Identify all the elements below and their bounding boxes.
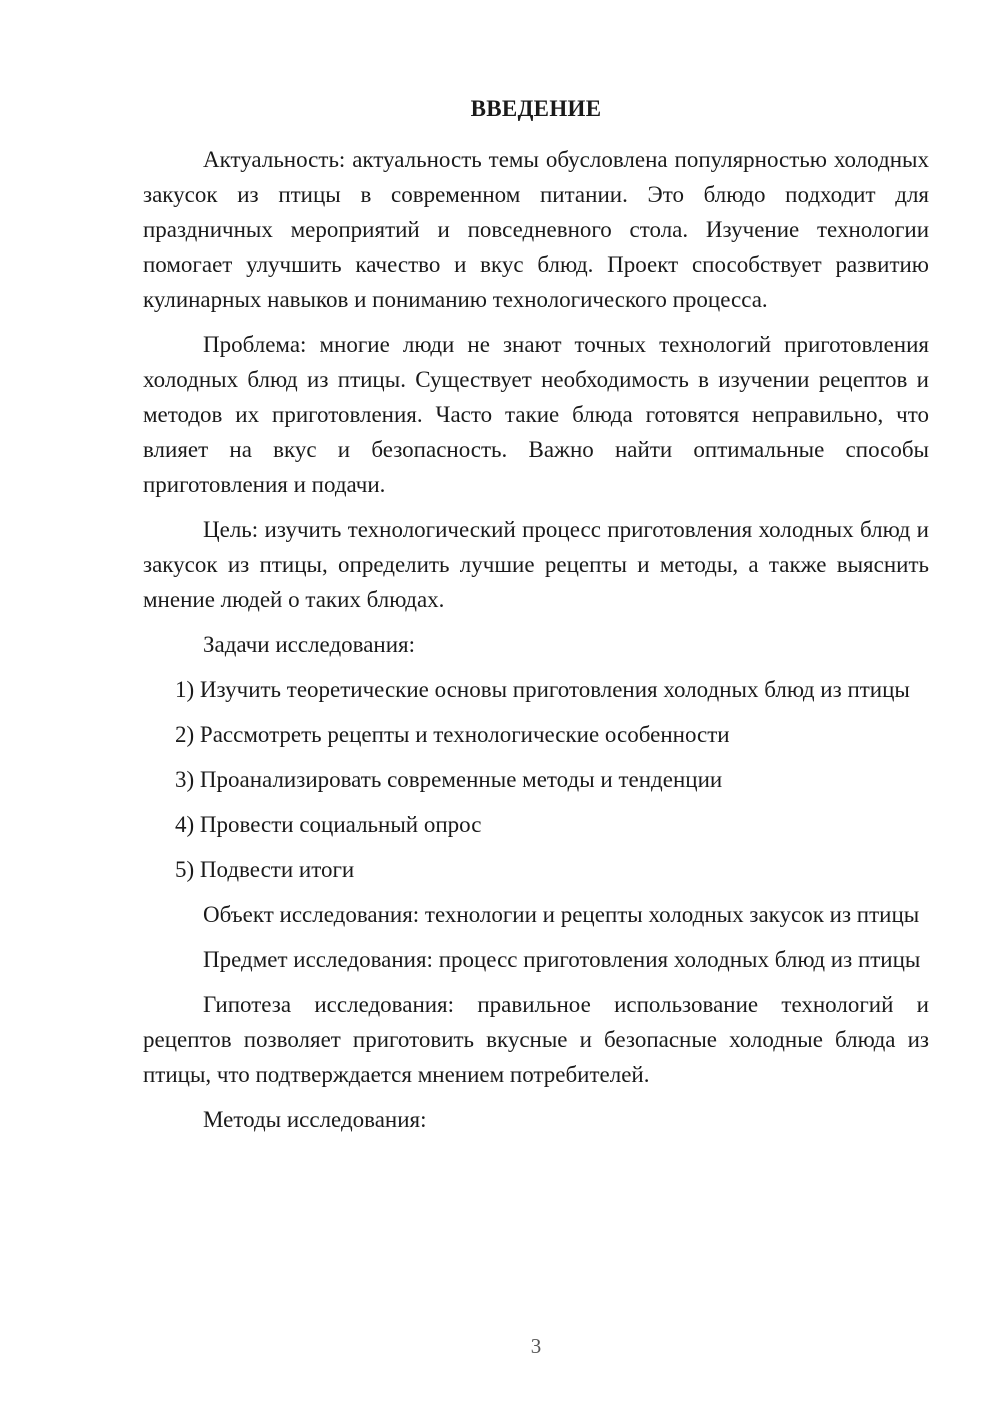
goal-paragraph: Цель: изучить технологический процесс приготовления холодных блюд и закусок из птицы, определить лучшие рецепты и методы, а также выяснить мнение людей о таких блюдах.: [143, 517, 929, 612]
relevance-paragraph: Актуальность: актуальность темы обусловлена популярностью холодных закусок из птицы в современном питании. Это блюдо подходит для праздничных мероприятий и повседневного стола. Изучение технологии помогает улучшить качество и вкус блюд. Проект способствует развитию кулинарных навыков и пониманию технологического процесса.: [143, 147, 929, 312]
hypothesis-paragraph: Гипотеза исследования: правильное использование технологий и рецептов позволяет приготовить вкусные и безопасные холодные блюда из птицы, что подтверждается мнением потребителей.: [143, 992, 929, 1087]
page-number: 3: [530, 1334, 542, 1358]
object-paragraph: Объект исследования: технологии и рецепты холодных закусок из птицы: [203, 902, 920, 927]
document-body: [143, 142, 929, 1147]
task-item-5: 5) Подвести итоги: [175, 857, 355, 882]
task-item-3: 3) Проанализировать современные методы и тенденции: [175, 767, 723, 792]
task-item-1: 1) Изучить теоретические основы приготовления холодных блюд из птицы: [175, 677, 910, 702]
task-item-4: 4) Провести социальный опрос: [175, 812, 482, 837]
task-item-2: 2) Рассмотреть рецепты и технологические особенности: [175, 722, 730, 747]
problem-paragraph: Проблема: многие люди не знают точных технологий приготовления холодных блюд из птицы. Существует необходимость в изучении рецептов и методов их приготовления. Часто такие блюда готовятся неправильно, что влияет на вкус и безопасность. Важно найти оптимальные способы приготовления и подачи.: [143, 332, 929, 497]
tasks-heading: Задачи исследования:: [203, 632, 416, 657]
subject-paragraph: Предмет исследования: процесс приготовления холодных блюд из птицы: [203, 947, 921, 972]
methods-heading: Методы исследования:: [203, 1107, 427, 1132]
page-title: ВВЕДЕНИЕ: [470, 96, 602, 121]
